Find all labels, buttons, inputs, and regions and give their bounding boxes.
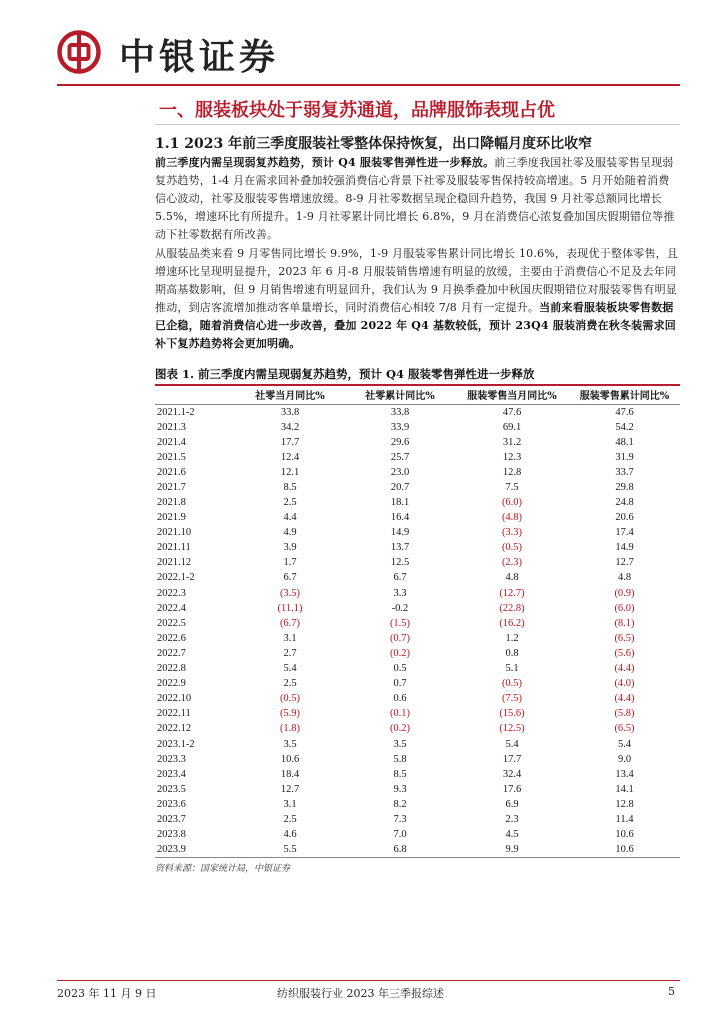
table-cell-value: 2.5 bbox=[283, 813, 297, 825]
table-cell-value: (2.3) bbox=[501, 557, 523, 569]
table-row bbox=[155, 736, 680, 751]
table-cell-value: 4.9 bbox=[283, 527, 297, 539]
table-row bbox=[155, 661, 680, 676]
table-cell-value: (8.1) bbox=[614, 617, 635, 629]
table-row bbox=[155, 480, 680, 495]
table-cell-value: 33.8 bbox=[390, 406, 410, 418]
table-row bbox=[155, 631, 680, 646]
table-cell-value: (3.3) bbox=[501, 527, 523, 539]
table-cell-value: 3.3 bbox=[393, 587, 407, 599]
table-cell-value: 18.1 bbox=[390, 497, 410, 509]
table-cell-value: 12.1 bbox=[280, 466, 300, 478]
table-cell-value: 17.7 bbox=[280, 436, 300, 448]
table-row bbox=[155, 540, 680, 555]
table-cell-value: 5.4 bbox=[283, 663, 297, 675]
subsection-title: 1.1 2023 年前三季度服装社零整体保持恢复，出口降幅月度环比收窄 bbox=[155, 136, 593, 152]
table-cell-value: (11.1) bbox=[277, 602, 303, 614]
table-cell-value: (12.7) bbox=[499, 587, 525, 599]
table-cell-period: 2023.4 bbox=[157, 768, 186, 780]
table-cell-value: (4.4) bbox=[614, 693, 635, 705]
table-cell-period: 2022.12 bbox=[157, 723, 192, 735]
table-cell-value: 69.1 bbox=[502, 421, 522, 433]
section-divider bbox=[155, 124, 680, 125]
table-row bbox=[155, 842, 680, 858]
table-cell-period: 2021.3 bbox=[157, 421, 186, 433]
paragraph-1-body: 前三季度我国社零及服装零售呈现弱复苏趋势，1-4 月在需求回补叠加较强消费信心背景下社零及服装零售保持较高增速。5 月开始随着消费信心波动，社零及服装零售增速放缓。8-9 月社零数据呈现企稳回升趋势，我国 9 月社零总额同比增长 5.5%，增速环比有所提升。1-9 月社零累计同比增长 6.8%，9 月在消费信心浓复叠加国庆假期错位等推动下社零数据有所改善。 bbox=[155, 156, 675, 241]
paragraph-1 bbox=[155, 154, 680, 244]
table-cell-period: 2023.6 bbox=[157, 798, 186, 810]
header-period bbox=[155, 386, 235, 404]
table-cell-value: 31.9 bbox=[615, 451, 634, 463]
table-cell-value: 7.0 bbox=[393, 829, 407, 841]
table-row bbox=[155, 616, 680, 631]
table-title: 图表 1. 前三季度内需呈现弱复苏趋势，预计 Q4 服装零售弹性进一步释放 bbox=[155, 367, 535, 381]
header-apparel-cumulative-yoy: 服装零售累计同比% bbox=[569, 386, 680, 404]
table-cell-period: 2022.5 bbox=[157, 617, 186, 629]
table-cell-value: 18.4 bbox=[280, 768, 300, 780]
table-cell-value: 48.1 bbox=[615, 436, 634, 448]
table-cell-value: 10.6 bbox=[569, 842, 680, 858]
table-cell-value: (4.4) bbox=[614, 663, 635, 675]
table-row bbox=[155, 782, 680, 797]
footer-date: 2023 年 11 月 9 日 bbox=[57, 987, 157, 1000]
table-cell-value: 20.6 bbox=[615, 512, 634, 524]
table-cell-value: 12.5 bbox=[390, 557, 410, 569]
table-cell-value: (0.5) bbox=[279, 693, 301, 705]
table-cell-period: 2021.11 bbox=[157, 542, 191, 554]
table-cell-value: 5.4 bbox=[505, 738, 519, 750]
table-cell-period: 2022.6 bbox=[157, 632, 186, 644]
table-cell-value: 7.5 bbox=[505, 481, 519, 493]
table-cell-period: 2022.1-2 bbox=[157, 572, 195, 584]
table-cell-value: (3.5) bbox=[279, 587, 301, 599]
table-cell-value: 16.4 bbox=[390, 512, 410, 524]
table-cell-value: 0.7 bbox=[393, 678, 407, 690]
table-cell-value: (0.5) bbox=[501, 678, 523, 690]
table-cell-value: 29.6 bbox=[390, 436, 410, 448]
table-cell-value: (0.7) bbox=[389, 632, 411, 644]
table-cell-value: (6.7) bbox=[279, 617, 301, 629]
table-cell-value: (0.9) bbox=[614, 587, 635, 599]
table-cell-period: 2022.10 bbox=[157, 693, 192, 705]
header-retail-monthly-yoy: 社零当月同比% bbox=[235, 386, 345, 404]
table-row bbox=[155, 465, 680, 480]
table-cell-value: (0.2) bbox=[389, 723, 411, 735]
table-row bbox=[155, 676, 680, 691]
table-cell-period: 2023.1-2 bbox=[157, 738, 195, 750]
table-cell-value: 13.4 bbox=[615, 768, 634, 780]
table-row bbox=[155, 435, 680, 450]
table-cell-value: (15.6) bbox=[499, 708, 525, 720]
table-cell-period: 2023.7 bbox=[157, 813, 186, 825]
table-cell-value: (16.2) bbox=[499, 617, 525, 629]
table-cell-value: 20.7 bbox=[390, 481, 410, 493]
table-cell-value: 6.7 bbox=[393, 572, 407, 584]
table-cell-value: 8.2 bbox=[393, 798, 407, 810]
table-cell-period: 2021.6 bbox=[157, 466, 186, 478]
table-cell-period: 2023.9 bbox=[155, 842, 235, 858]
table-cell-value: 12.7 bbox=[280, 783, 300, 795]
table-cell-value: 6.9 bbox=[505, 798, 519, 810]
table-cell-value: 25.7 bbox=[390, 451, 410, 463]
table-cell-value: 33.8 bbox=[280, 406, 300, 418]
table-cell-value: 4.8 bbox=[505, 572, 519, 584]
table-cell-value: 3.5 bbox=[393, 738, 407, 750]
table-cell-value: 9.0 bbox=[617, 753, 632, 765]
table-cell-value: 47.6 bbox=[502, 406, 522, 418]
table-cell-value: (0.1) bbox=[389, 708, 411, 720]
table-row bbox=[155, 752, 680, 767]
table-cell-value: 14.9 bbox=[615, 542, 634, 554]
table-cell-value: (1.8) bbox=[279, 723, 301, 735]
table-cell-value: (22.8) bbox=[499, 602, 525, 614]
table-cell-value: 3.5 bbox=[283, 738, 297, 750]
table-cell-value: 0.8 bbox=[505, 647, 519, 659]
table-cell-value: 17.4 bbox=[615, 527, 634, 539]
table-cell-value: 17.6 bbox=[502, 783, 522, 795]
table-cell-value: (5.8) bbox=[614, 708, 635, 720]
table-cell-value: (5.9) bbox=[279, 708, 301, 720]
header-apparel-monthly-yoy: 服装零售当月同比% bbox=[455, 386, 569, 404]
table-cell-value: 12.4 bbox=[280, 451, 300, 463]
table-cell-value: 54.2 bbox=[615, 421, 634, 433]
table-cell-value: 4.4 bbox=[283, 512, 297, 524]
table-cell-value: 5.1 bbox=[505, 663, 519, 675]
table-cell-period: 2023.3 bbox=[157, 753, 186, 765]
table-cell-value: 12.7 bbox=[615, 557, 634, 569]
table-cell-value: 2.5 bbox=[283, 678, 297, 690]
table-cell-period: 2023.5 bbox=[157, 783, 186, 795]
brand-name: 中银证券 bbox=[119, 37, 280, 78]
table-cell-period: 2022.4 bbox=[157, 602, 186, 614]
table-cell-period: 2021.8 bbox=[157, 497, 186, 509]
table-cell-value: 29.8 bbox=[615, 481, 634, 493]
table-cell-value: 1.2 bbox=[505, 632, 519, 644]
table-cell-value: 5.4 bbox=[617, 738, 632, 750]
table-cell-value: (0.2) bbox=[389, 647, 411, 659]
table-cell-period: 2022.11 bbox=[157, 708, 191, 720]
table-cell-value: 12.8 bbox=[502, 466, 522, 478]
table-row bbox=[155, 691, 680, 706]
table-row bbox=[155, 797, 680, 812]
footer-divider bbox=[57, 980, 680, 981]
table-row bbox=[155, 721, 680, 736]
paragraph-2 bbox=[155, 245, 680, 353]
table-cell-value: 14.1 bbox=[615, 783, 634, 795]
table-cell-value: 5.8 bbox=[393, 753, 407, 765]
page-number: 5 bbox=[668, 985, 675, 998]
table-row bbox=[155, 495, 680, 510]
table-cell-value: 6.7 bbox=[283, 572, 297, 584]
table-cell-value: 5.5 bbox=[235, 842, 345, 858]
table-row bbox=[155, 555, 680, 570]
table-cell-period: 2021.7 bbox=[157, 481, 186, 493]
table-cell-value: 12.8 bbox=[615, 798, 634, 810]
table-source: 资料来源：国家统计局，中银证券 bbox=[155, 864, 291, 875]
table-cell-value: 0.6 bbox=[393, 693, 407, 705]
table-row bbox=[155, 510, 680, 525]
table-cell-period: 2021.9 bbox=[157, 512, 186, 524]
table-cell-value: 10.6 bbox=[615, 829, 634, 841]
table-cell-value: 33.7 bbox=[615, 466, 634, 478]
table-cell-value: (6.0) bbox=[501, 497, 523, 509]
table-cell-value: 3.1 bbox=[283, 632, 297, 644]
table-cell-value: 23.0 bbox=[390, 466, 410, 478]
table-cell-value: -0.2 bbox=[391, 602, 409, 614]
table-row bbox=[155, 525, 680, 540]
table-cell-value: 10.6 bbox=[280, 753, 300, 765]
table-row bbox=[155, 827, 680, 842]
table-cell-value: (6.0) bbox=[614, 602, 635, 614]
table-cell-value: 9.9 bbox=[455, 842, 569, 858]
table-cell-value: (7.5) bbox=[501, 693, 523, 705]
table-cell-value: 8.5 bbox=[393, 768, 407, 780]
table-cell-period: 2021.12 bbox=[157, 557, 192, 569]
table-cell-period: 2022.9 bbox=[157, 678, 186, 690]
table-row bbox=[155, 601, 680, 616]
table-cell-period: 2021.5 bbox=[157, 451, 186, 463]
table-row bbox=[155, 450, 680, 465]
header-retail-cumulative-yoy: 社零累计同比% bbox=[345, 386, 455, 404]
table-cell-value: 13.7 bbox=[390, 542, 410, 554]
table-cell-value: 12.3 bbox=[502, 451, 522, 463]
table-cell-value: 0.5 bbox=[393, 663, 407, 675]
table-cell-value: (5.6) bbox=[614, 647, 635, 659]
bank-of-china-logo-icon bbox=[57, 30, 101, 74]
table-cell-value: 7.3 bbox=[393, 813, 407, 825]
table-cell-value: 34.2 bbox=[280, 421, 300, 433]
table-cell-value: (4.8) bbox=[501, 512, 523, 524]
table-cell-value: 24.8 bbox=[615, 497, 634, 509]
table-cell-value: (6.5) bbox=[614, 723, 635, 735]
table-cell-period: 2022.8 bbox=[157, 663, 186, 675]
table-row bbox=[155, 646, 680, 661]
footer-report-title: 纺织服装行业 2023 年三季报综述 bbox=[277, 987, 444, 1000]
table-cell-value: 9.3 bbox=[393, 783, 407, 795]
table-cell-period: 2023.8 bbox=[157, 829, 186, 841]
table-cell-value: (1.5) bbox=[389, 617, 411, 629]
table-cell-value: 47.6 bbox=[615, 406, 634, 418]
table-cell-value: 32.4 bbox=[502, 768, 522, 780]
table-cell-value: (0.5) bbox=[501, 542, 523, 554]
table-cell-period: 2022.7 bbox=[157, 647, 186, 659]
table-header-row bbox=[155, 386, 680, 404]
table-cell-value: 2.7 bbox=[283, 647, 297, 659]
figure-1 bbox=[155, 364, 680, 874]
table-cell-value: 3.9 bbox=[283, 542, 297, 554]
table-cell-period: 2021.10 bbox=[157, 527, 192, 539]
table-cell-value: 8.5 bbox=[283, 481, 297, 493]
table-cell-value: 4.8 bbox=[617, 572, 632, 584]
table-cell-period: 2021.1-2 bbox=[157, 406, 195, 418]
table-row bbox=[155, 570, 680, 585]
table-cell-value: 33.9 bbox=[390, 421, 410, 433]
table-row bbox=[155, 404, 680, 420]
table-row bbox=[155, 767, 680, 782]
table-cell-value: 17.7 bbox=[502, 753, 522, 765]
paragraph-2-conclusion: 当前来看服装板块零售数据已企稳，随着消费信心进一步改善，叠加 2022 年 Q4 基数较低，预计 23Q4 服装消费在秋冬装需求回补下复苏趋势将会更加明确。 bbox=[155, 301, 676, 350]
table-row bbox=[155, 420, 680, 435]
paragraph-2-body: 从服装品类来看 9 月零售同比增长 9.9%，1-9 月服装零售累计同比增长 10.6%，表现优于整体零售，且增速环比呈现明显提升，2023 年 6 月-8 月服装销售增速有明显的放缓，主要由于消费信心不足及去年同期高基数影响，但 9 月销售增速有明显回升，我们认为 9 月换季叠加中秋国庆假期错位对服装零售有明显推动，到店客流增加推动客单量增长，同时消费信心相较 7/8 月有一定提升。 bbox=[155, 247, 679, 314]
table-row bbox=[155, 812, 680, 827]
table-cell-value: 1.7 bbox=[283, 557, 297, 569]
table-cell-value: 4.6 bbox=[283, 829, 297, 841]
table-cell-value: (4.0) bbox=[614, 678, 635, 690]
table-cell-value: (6.5) bbox=[614, 632, 635, 644]
table-cell-value: (12.5) bbox=[499, 723, 525, 735]
retail-sales-table bbox=[155, 386, 680, 858]
paragraph-1-lead: 前三季度内需呈现弱复苏趋势，预计 Q4 服装零售弹性进一步释放。 bbox=[155, 156, 495, 169]
table-cell-value: 14.9 bbox=[390, 527, 410, 539]
table-cell-value: 2.3 bbox=[505, 813, 519, 825]
header-divider bbox=[57, 84, 680, 86]
section-title: 一、服装板块处于弱复苏通道，品牌服饰表现占优 bbox=[159, 100, 555, 121]
table-cell-value: 6.8 bbox=[345, 842, 455, 858]
table-cell-period: 2022.3 bbox=[157, 587, 186, 599]
table-cell-value: 3.1 bbox=[283, 798, 297, 810]
table-row bbox=[155, 706, 680, 721]
page-header bbox=[57, 28, 677, 78]
table-row bbox=[155, 586, 680, 601]
table-cell-value: 4.5 bbox=[505, 829, 519, 841]
table-cell-period: 2021.4 bbox=[157, 436, 186, 448]
table-cell-value: 2.5 bbox=[283, 497, 297, 509]
table-cell-value: 31.2 bbox=[502, 436, 522, 448]
table-cell-value: 11.4 bbox=[615, 813, 634, 825]
